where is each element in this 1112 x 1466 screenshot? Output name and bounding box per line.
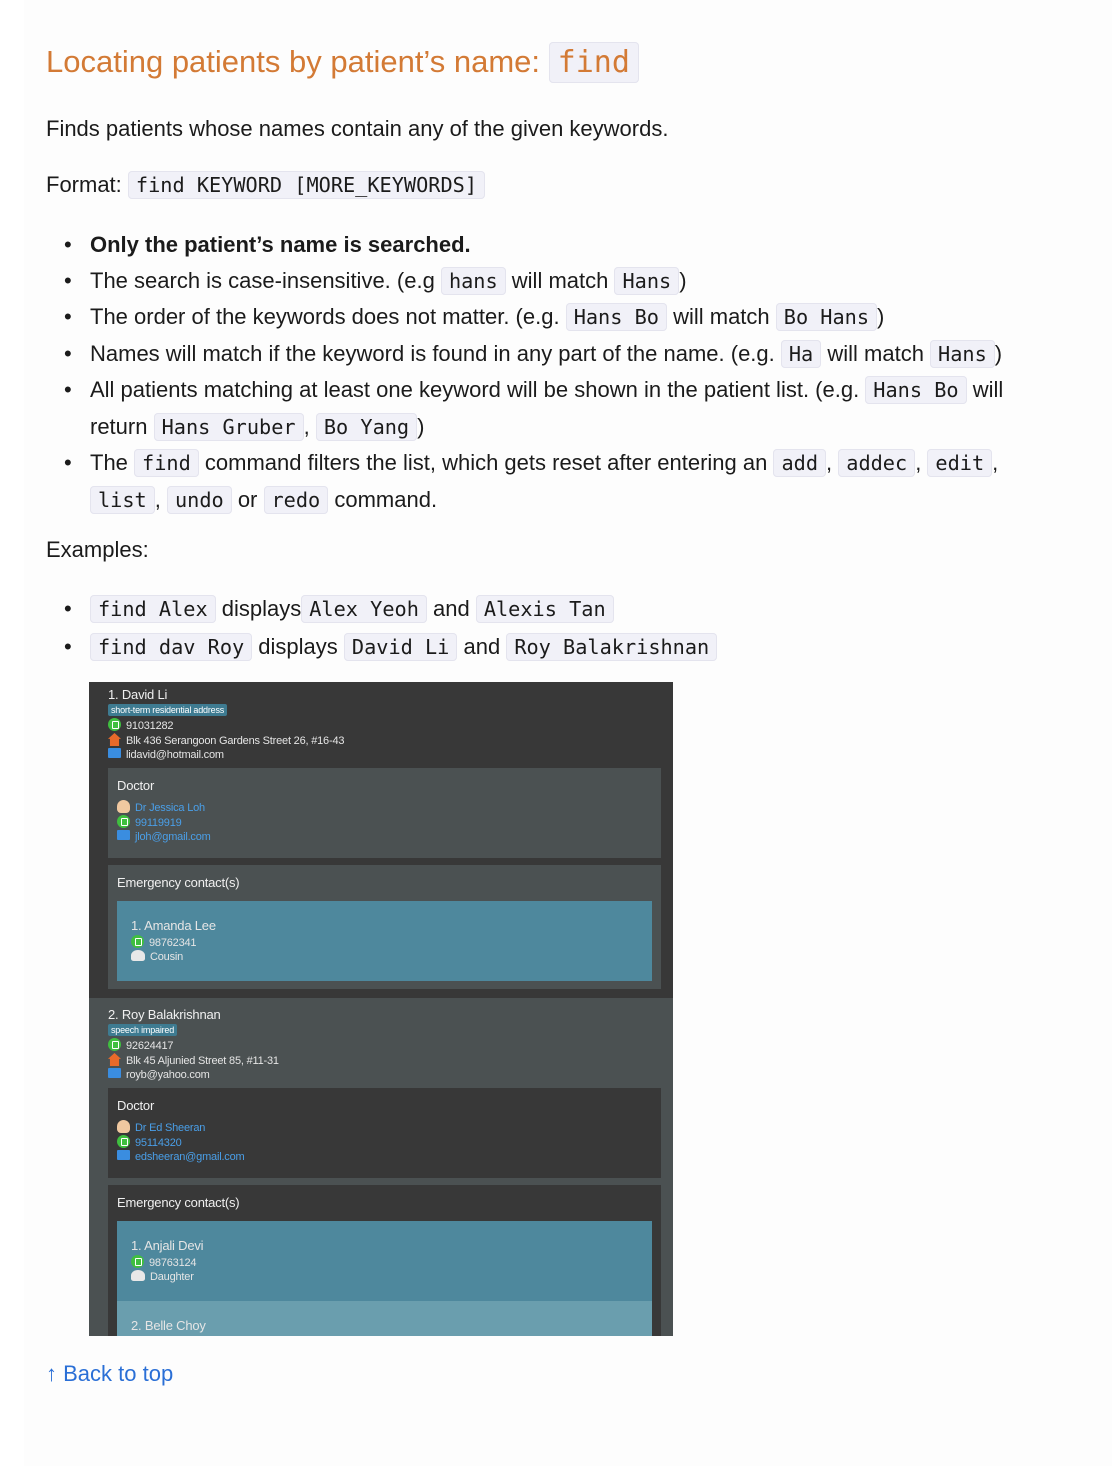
patient-phone: 91031282 [126,720,174,732]
format-label: Format: [46,172,128,197]
contact-relation: Daughter [150,1271,194,1283]
contact-phone: 98763124 [149,1257,197,1269]
contact-name: 1. Anjali Devi [131,1238,204,1253]
format-code: find KEYWORD [MORE_KEYWORDS] [128,171,485,199]
inline-code: Bo Yang [316,413,417,441]
rule-text: , [154,486,167,512]
mail-icon [108,748,121,758]
rules-list [46,227,1003,518]
mail-icon [117,1150,130,1160]
inline-code: find Alex [90,595,216,623]
contact-name: 1. Amanda Lee [131,918,216,933]
contact-phone: 98762341 [149,937,197,949]
rule-text: command. [328,486,438,512]
doctor-name: Dr Ed Sheeran [135,1122,206,1134]
page [24,0,1112,1466]
doctor-box [108,1088,661,1178]
contact-relation: Cousin [150,951,184,963]
emergency-title: Emergency contact(s) [117,1195,240,1210]
emergency-contact [117,1301,652,1336]
rule-text: , [303,413,316,439]
emergency-box [108,1185,661,1336]
rule-text: ) [877,304,885,329]
inline-code: hans [441,267,506,295]
phone-icon [117,1135,130,1148]
back-to-top-link[interactable]: ↑ Back to top [46,1361,174,1386]
phone-icon [108,1038,121,1051]
emergency-title: Emergency contact(s) [117,875,240,890]
doctor-icon [117,800,130,813]
example-text: displays [252,634,344,659]
list-item [90,372,1003,445]
rule-text: , [992,450,999,475]
rule-text: The [90,450,135,475]
heading-text: Locating patients by patient’s name: [46,44,549,79]
rule-text: return [90,413,154,439]
format-line [46,172,485,198]
list-item [90,299,1003,336]
list-item [90,590,717,628]
patient-address: Blk 45 Aljunied Street 85, #11-31 [126,1055,279,1067]
doctor-phone: 99119919 [135,817,182,829]
phone-icon [131,1255,144,1268]
phone-icon [108,718,121,731]
inline-code: redo [264,486,329,514]
patient-email: lidavid@hotmail.com [126,749,224,761]
doctor-phone: 95114320 [135,1137,182,1149]
inline-code: find dav Roy [90,633,252,661]
contact-name: 2. Belle Choy [131,1318,206,1333]
rule-text: ) [994,340,1003,366]
rule-text: command filters the list, which gets reset after entering an [198,450,774,475]
emergency-contact [117,901,652,981]
patient-name: 2. Roy Balakrishnan [108,1007,221,1022]
rule-text: Names will match if the keyword is found in any part of the name. (e.g. [90,340,781,366]
patient-card [89,682,673,998]
inline-code: Alex Yeoh [301,595,427,623]
rule-text: will match [666,304,776,329]
doctor-icon [117,1120,130,1133]
inline-code: list [90,486,155,514]
people-icon [131,950,145,961]
example-text: and [457,634,507,659]
inline-code: Hans [614,267,679,295]
inline-code: Hans Bo [566,303,667,331]
rule-text: The search is case-insensitive. (e.g [90,267,441,293]
patient-card [89,998,673,1336]
rule-text: will match [505,267,615,293]
list-item [90,227,1003,263]
inline-code: Roy Balakrishnan [506,633,717,661]
rule-text: ) [417,413,425,439]
list-item [90,263,1003,300]
rule-text: All patients matching at least one keyword will be shown in the patient list. (e.g. [90,377,866,402]
rule-text: , [915,450,928,475]
app-screenshot [89,682,673,1336]
doctor-title: Doctor [117,778,155,793]
inline-code: addec [838,449,915,477]
heading-code: find [549,42,639,83]
mail-icon [117,830,130,840]
rule-text: ) [679,267,687,293]
phone-icon [117,815,130,828]
rule-text: The order of the keywords does not matter. (e.g. [90,304,566,329]
patient-address: Blk 436 Serangoon Gardens Street 26, #16-43 [126,735,345,747]
list-item [90,445,1003,518]
patient-email: royb@yahoo.com [126,1069,210,1081]
inline-code: Bo Hans [776,303,877,331]
mail-icon [108,1068,121,1078]
list-item [90,628,717,666]
inline-code: David Li [344,633,457,661]
patient-name: 1. David Li [108,687,168,702]
examples-label: Examples: [46,537,149,562]
rule-text: will match [821,340,931,366]
rule-text: , [826,450,839,475]
patient-tag: speech impaired [108,1024,177,1036]
example-text: and [426,596,476,621]
doctor-title: Doctor [117,1098,155,1113]
emergency-box [108,865,661,989]
doctor-email: jloh@gmail.com [135,831,211,843]
rule-text: will [966,377,1004,402]
inline-code: Hans Gruber [154,413,304,441]
home-icon [108,1053,121,1066]
people-icon [131,1270,145,1281]
inline-code: add [773,449,826,477]
doctor-name: Dr Jessica Loh [135,802,205,814]
home-icon [108,733,121,746]
rule-text: or [231,486,264,512]
doctor-email: edsheeran@gmail.com [135,1151,245,1163]
inline-code: Ha [781,340,821,368]
example-text: displays [215,596,302,621]
inline-code: Alexis Tan [476,595,614,623]
description: Finds patients whose names contain any of the given keywords. [46,116,669,141]
patient-phone: 92624417 [126,1040,174,1052]
rule-bold: Only the patient’s name is searched. [90,232,471,257]
doctor-box [108,768,661,858]
inline-code: Hans [930,340,995,368]
section-heading [46,44,639,80]
emergency-contact [117,1221,652,1301]
inline-code: Hans Bo [865,376,966,404]
phone-icon [131,935,144,948]
list-item [90,336,1003,373]
patient-tag: short-term residential address [108,704,227,716]
inline-code: edit [927,449,992,477]
inline-code: find [134,449,199,477]
examples-list [46,590,717,666]
inline-code: undo [167,486,232,514]
